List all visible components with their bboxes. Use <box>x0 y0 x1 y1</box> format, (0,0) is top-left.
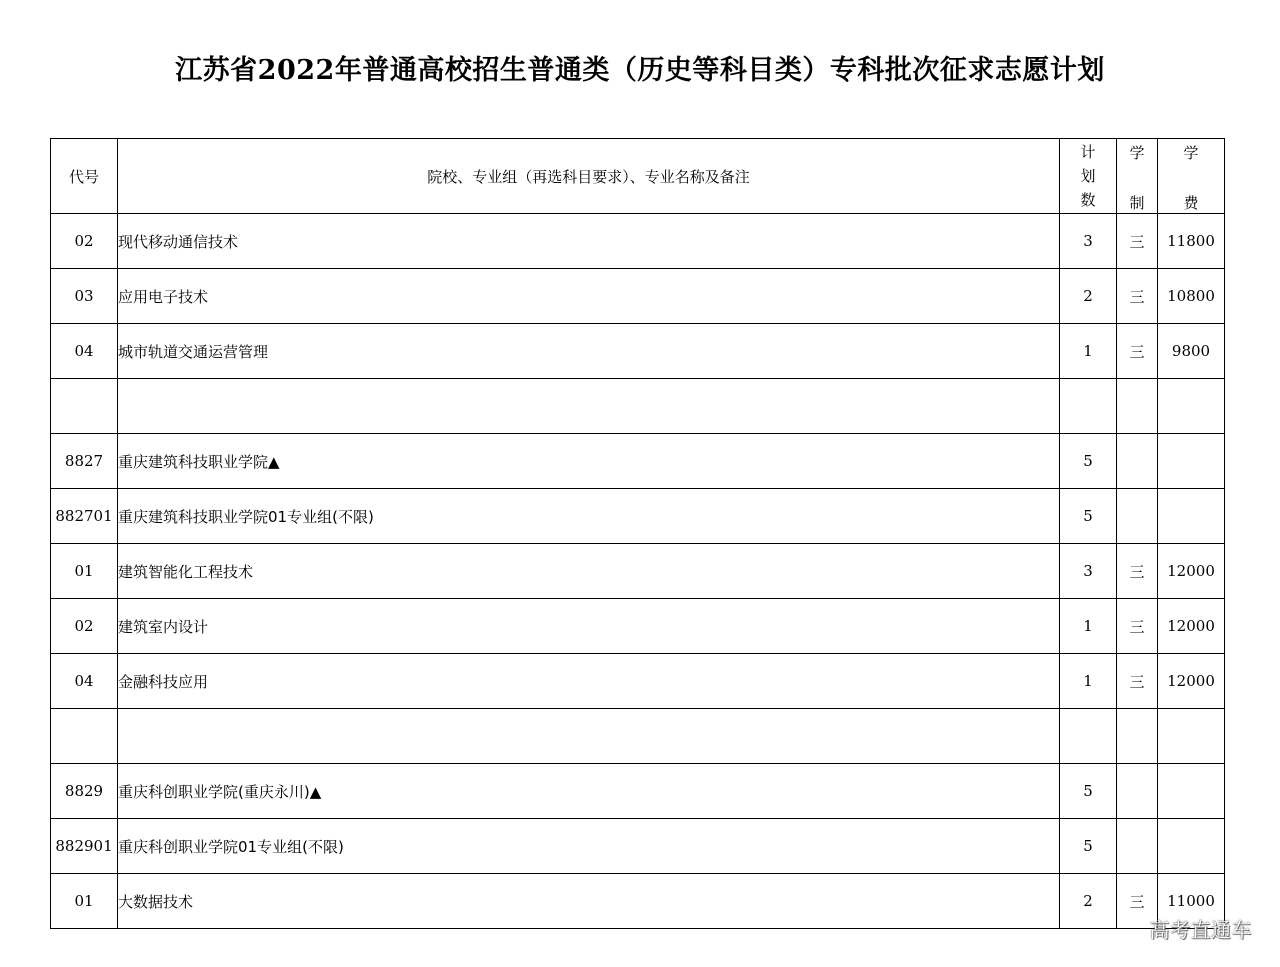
cell-length: 三 <box>1117 874 1158 929</box>
cell-code <box>51 709 118 764</box>
cell-length: 三 <box>1117 214 1158 269</box>
cell-code: 8827 <box>51 434 118 489</box>
cell-name: 重庆建筑科技职业学院01专业组(不限) <box>118 489 1060 544</box>
cell-code: 02 <box>51 214 118 269</box>
cell-fee <box>1158 434 1225 489</box>
table-row <box>51 434 1225 489</box>
cell-length <box>1117 764 1158 819</box>
cell-name: 重庆建筑科技职业学院▲ <box>118 434 1060 489</box>
header-length <box>1117 139 1158 214</box>
cell-fee <box>1158 709 1225 764</box>
cell-code: 04 <box>51 324 118 379</box>
cell-fee <box>1158 764 1225 819</box>
cell-code: 882701 <box>51 489 118 544</box>
cell-length <box>1117 819 1158 874</box>
cell-fee <box>1158 379 1225 434</box>
cell-length <box>1117 489 1158 544</box>
table-row <box>51 874 1225 929</box>
cell-code: 04 <box>51 654 118 709</box>
cell-plan <box>1060 709 1117 764</box>
cell-name <box>118 709 1060 764</box>
cell-code: 03 <box>51 269 118 324</box>
cell-length: 三 <box>1117 599 1158 654</box>
cell-code: 01 <box>51 874 118 929</box>
table-row <box>51 214 1225 269</box>
cell-fee <box>1158 489 1225 544</box>
cell-plan: 5 <box>1060 489 1117 544</box>
cell-length <box>1117 434 1158 489</box>
enrollment-plan-table <box>50 138 1225 929</box>
header-length-top: 学 <box>1129 144 1145 162</box>
cell-name: 城市轨道交通运营管理 <box>118 324 1060 379</box>
header-fee <box>1158 139 1225 214</box>
cell-code <box>51 379 118 434</box>
header-fee-top: 学 <box>1183 144 1199 162</box>
document-title: 江苏省2022年普通高校招生普通类（历史等科目类）专科批次征求志愿计划 <box>175 55 1105 86</box>
cell-name: 应用电子技术 <box>118 269 1060 324</box>
cell-name: 重庆科创职业学院01专业组(不限) <box>118 819 1060 874</box>
header-code: 代号 <box>51 139 118 214</box>
table-row <box>51 819 1225 874</box>
cell-name: 大数据技术 <box>118 874 1060 929</box>
table-row <box>51 764 1225 819</box>
table-row <box>51 544 1225 599</box>
header-plan-text: 计划数 <box>1080 143 1096 209</box>
cell-code: 8829 <box>51 764 118 819</box>
cell-name: 现代移动通信技术 <box>118 214 1060 269</box>
cell-name: 建筑智能化工程技术 <box>118 544 1060 599</box>
table-row <box>51 654 1225 709</box>
cell-plan: 5 <box>1060 434 1117 489</box>
table-row <box>51 709 1225 764</box>
cell-fee: 11000 <box>1158 874 1225 929</box>
header-name: 院校、专业组（再选科目要求）、专业名称及备注 <box>118 139 1060 214</box>
cell-length <box>1117 379 1158 434</box>
header-plan <box>1060 139 1117 214</box>
cell-fee: 10800 <box>1158 269 1225 324</box>
table-row <box>51 379 1225 434</box>
cell-code: 01 <box>51 544 118 599</box>
cell-name: 重庆科创职业学院(重庆永川)▲ <box>118 764 1060 819</box>
cell-length <box>1117 709 1158 764</box>
cell-plan: 3 <box>1060 544 1117 599</box>
cell-length: 三 <box>1117 324 1158 379</box>
cell-plan: 2 <box>1060 269 1117 324</box>
header-length-bottom: 制 <box>1129 194 1145 212</box>
cell-length: 三 <box>1117 269 1158 324</box>
cell-fee: 12000 <box>1158 599 1225 654</box>
cell-code: 02 <box>51 599 118 654</box>
cell-fee: 9800 <box>1158 324 1225 379</box>
cell-fee: 12000 <box>1158 654 1225 709</box>
table-row <box>51 599 1225 654</box>
header-fee-bottom: 费 <box>1183 194 1199 212</box>
cell-fee: 12000 <box>1158 544 1225 599</box>
cell-plan: 1 <box>1060 599 1117 654</box>
cell-plan: 2 <box>1060 874 1117 929</box>
cell-fee <box>1158 819 1225 874</box>
cell-plan: 5 <box>1060 764 1117 819</box>
table-row <box>51 489 1225 544</box>
cell-length: 三 <box>1117 544 1158 599</box>
cell-plan: 3 <box>1060 214 1117 269</box>
table-row <box>51 324 1225 379</box>
cell-plan <box>1060 379 1117 434</box>
table-header-row <box>51 139 1225 214</box>
table-row <box>51 269 1225 324</box>
cell-length: 三 <box>1117 654 1158 709</box>
cell-plan: 1 <box>1060 324 1117 379</box>
cell-plan: 1 <box>1060 654 1117 709</box>
cell-name <box>118 379 1060 434</box>
cell-fee: 11800 <box>1158 214 1225 269</box>
cell-plan: 5 <box>1060 819 1117 874</box>
cell-name: 建筑室内设计 <box>118 599 1060 654</box>
cell-code: 882901 <box>51 819 118 874</box>
cell-name: 金融科技应用 <box>118 654 1060 709</box>
watermark-text: 高考直通车 <box>1149 918 1252 942</box>
